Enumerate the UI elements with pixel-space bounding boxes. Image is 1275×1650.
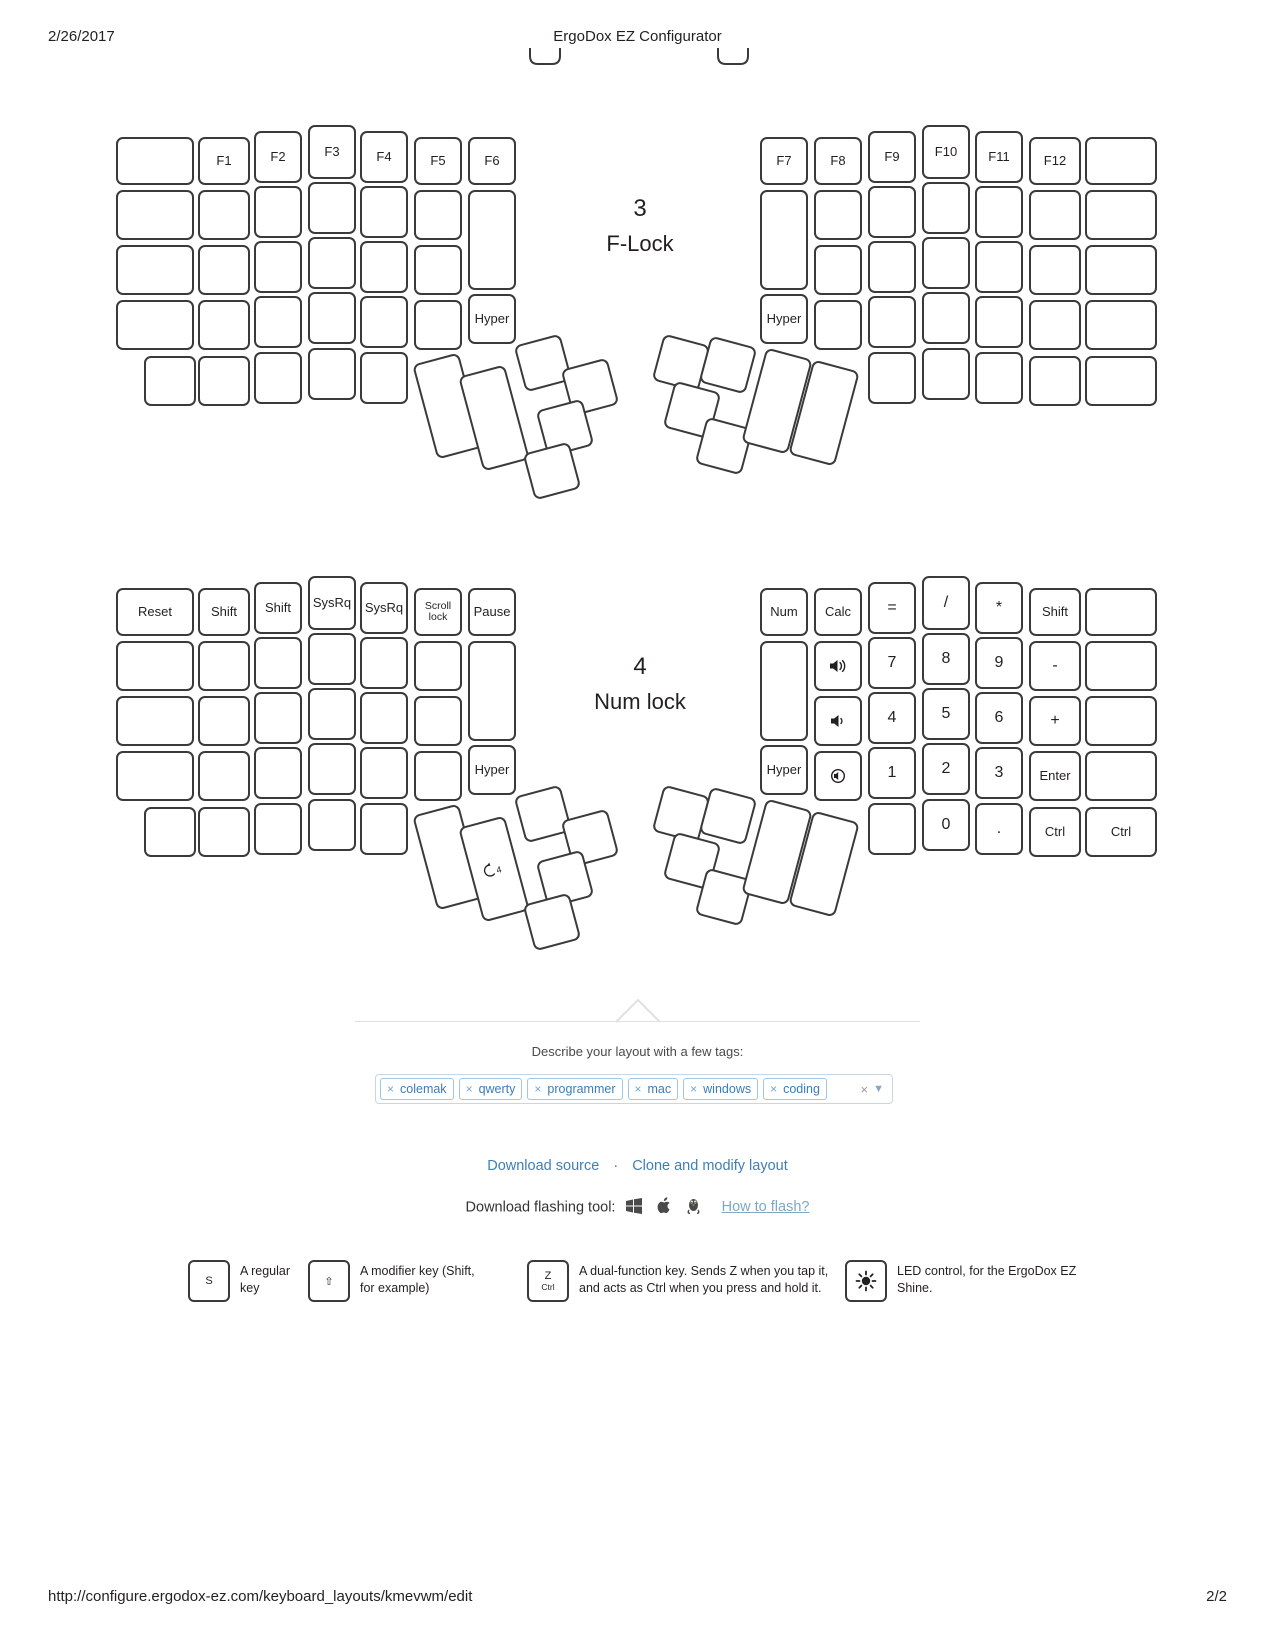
tag-remove-icon[interactable]: ×: [770, 1082, 778, 1096]
key-volume-down-icon[interactable]: [814, 696, 862, 746]
key-blank[interactable]: [414, 751, 462, 801]
apple-icon[interactable]: [657, 1197, 672, 1218]
key-f9[interactable]: F9: [868, 131, 916, 183]
key-f8[interactable]: F8: [814, 137, 862, 185]
key-8[interactable]: 8: [922, 633, 970, 685]
key-f2[interactable]: F2: [254, 131, 302, 183]
layer-3-number: 3: [633, 195, 647, 222]
key-3[interactable]: 3: [975, 747, 1023, 799]
key-2[interactable]: 2: [922, 743, 970, 795]
svg-text:4: 4: [495, 864, 503, 876]
layer-4-title: [520, 648, 760, 719]
tag-remove-icon[interactable]: ×: [690, 1082, 698, 1096]
key-[interactable]: +: [1029, 696, 1081, 746]
tag-label: colemak: [400, 1082, 447, 1096]
tag-label: mac: [647, 1082, 672, 1096]
tag-label: coding: [783, 1082, 820, 1096]
tag-colemak[interactable]: [380, 1078, 454, 1100]
tag-mac[interactable]: [628, 1078, 679, 1100]
key-sysrq[interactable]: SysRq: [308, 576, 356, 630]
legend-key-modifier-label: ⇧: [324, 1275, 334, 1288]
how-to-flash-link[interactable]: How to flash?: [721, 1199, 810, 1216]
key-5[interactable]: 5: [922, 688, 970, 740]
key-blank[interactable]: [1085, 751, 1157, 801]
legend-text-led: LED control, for the ErgoDox EZ Shine.: [897, 1264, 1077, 1295]
flashing-tool-row: [0, 1197, 1275, 1218]
legend-key-led: [845, 1260, 887, 1302]
key-[interactable]: *: [975, 582, 1023, 634]
tag-coding[interactable]: [763, 1078, 827, 1100]
legend-key-modifier: [308, 1260, 350, 1302]
key-f3[interactable]: F3: [308, 125, 356, 179]
key-blank[interactable]: [699, 787, 758, 846]
key-blank[interactable]: [414, 696, 462, 746]
legend-item-led-control: [845, 1260, 1087, 1302]
key-blank[interactable]: [116, 696, 194, 746]
key-blank[interactable]: [760, 641, 808, 741]
key-[interactable]: /: [922, 576, 970, 630]
key-volume-up-icon[interactable]: [814, 641, 862, 691]
key-blank[interactable]: [1085, 696, 1157, 746]
key-f5[interactable]: F5: [414, 137, 462, 185]
layer-3-name: F-Lock: [606, 231, 674, 257]
key-mute-icon[interactable]: [814, 751, 862, 801]
key-scroll-lock[interactable]: Scroll lock: [414, 588, 462, 636]
key-7[interactable]: 7: [868, 637, 916, 689]
key-sysrq[interactable]: SysRq: [360, 582, 408, 634]
key-f1[interactable]: F1: [198, 137, 250, 185]
key-shift[interactable]: Shift: [254, 582, 302, 634]
key-ctrl[interactable]: Ctrl: [1029, 807, 1081, 857]
key-num[interactable]: Num: [760, 588, 808, 636]
tag-label: programmer: [547, 1082, 616, 1096]
legend-key-regular: [188, 1260, 230, 1302]
key-shift[interactable]: Shift: [198, 588, 250, 636]
page-number: 2/2: [1206, 1588, 1227, 1605]
legend-key-dual-label: Z: [544, 1270, 552, 1282]
key-hyper[interactable]: Hyper: [760, 294, 808, 344]
key-hyper[interactable]: Hyper: [468, 294, 516, 344]
key-blank[interactable]: [1085, 641, 1157, 691]
tags-input[interactable]: [375, 1074, 893, 1104]
legend-key-dual: [527, 1260, 569, 1302]
collapse-arrow-icon: [615, 997, 661, 1023]
key-blank[interactable]: [308, 743, 356, 795]
key-[interactable]: =: [868, 582, 916, 634]
legend-item-dual-function-key: [527, 1260, 829, 1302]
link-separator: ·: [613, 1158, 619, 1174]
led-icon: [855, 1270, 877, 1292]
key-blank[interactable]: [254, 692, 302, 744]
key-blank[interactable]: [360, 637, 408, 689]
key-f4[interactable]: F4: [360, 131, 408, 183]
legend-text-regular: A regular key: [240, 1264, 291, 1295]
tag-remove-icon[interactable]: ×: [387, 1082, 395, 1096]
tags-caption: Describe your layout with a few tags:: [531, 1044, 744, 1059]
key-blank[interactable]: [198, 751, 250, 801]
actions-row: [0, 1158, 1275, 1174]
legend-key-regular-label: S: [205, 1275, 213, 1287]
key-blank[interactable]: [360, 803, 408, 855]
clone-modify-link[interactable]: Clone and modify layout: [632, 1158, 788, 1174]
tag-remove-icon[interactable]: ×: [634, 1082, 642, 1096]
key-blank[interactable]: [360, 747, 408, 799]
legend-text-modifier: A modifier key (Shift, for example): [360, 1264, 475, 1295]
tag-remove-icon[interactable]: ×: [465, 1082, 473, 1096]
key-6[interactable]: 6: [975, 692, 1023, 744]
tag-qwerty[interactable]: [459, 1078, 523, 1100]
key-[interactable]: -: [1029, 641, 1081, 691]
tag-remove-icon[interactable]: ×: [534, 1082, 542, 1096]
print-date: 2/26/2017: [48, 28, 115, 45]
key-1[interactable]: 1: [868, 747, 916, 799]
key-blank[interactable]: [360, 692, 408, 744]
legend-key-dual-sublabel: Ctrl: [541, 1282, 555, 1292]
tag-label: qwerty: [478, 1082, 516, 1096]
flashing-tool-label: Download flashing tool:: [465, 1199, 616, 1216]
tag-programmer[interactable]: [527, 1078, 622, 1100]
key-enter[interactable]: Enter: [1029, 751, 1081, 801]
key-ctrl[interactable]: Ctrl: [1085, 807, 1157, 857]
key-hyper[interactable]: Hyper: [468, 745, 516, 795]
page-footer: [0, 1588, 1275, 1608]
key-blank[interactable]: [254, 747, 302, 799]
key-f7[interactable]: F7: [760, 137, 808, 185]
key-blank[interactable]: [116, 641, 194, 691]
key-f11[interactable]: F11: [975, 131, 1023, 183]
key-blank[interactable]: [144, 807, 196, 857]
key-4[interactable]: 4: [868, 692, 916, 744]
key-[interactable]: .: [975, 803, 1023, 855]
key-f12[interactable]: F12: [1029, 137, 1081, 185]
key-reset[interactable]: Reset: [116, 588, 194, 636]
key-blank[interactable]: [198, 807, 250, 857]
key-f10[interactable]: F10: [922, 125, 970, 179]
download-source-link[interactable]: Download source: [487, 1158, 600, 1174]
legend-item-modifier-key: [308, 1260, 490, 1302]
key-blank[interactable]: [308, 799, 356, 851]
windows-icon[interactable]: [625, 1198, 643, 1218]
legend-text-dual: A dual-function key. Sends Z when you tap it, and acts as Ctrl when you press and hold it.: [579, 1264, 829, 1295]
tag-label: windows: [703, 1082, 752, 1096]
legend: [0, 1260, 1275, 1330]
page-title: ErgoDox EZ Configurator: [553, 28, 722, 45]
chevron-down-icon[interactable]: ▼: [873, 1083, 884, 1095]
page-url: http://configure.ergodox-ez.com/keyboard_layouts/kmevwm/edit: [48, 1588, 473, 1605]
tags-clear-button[interactable]: ×: [860, 1081, 869, 1097]
key-9[interactable]: 9: [975, 637, 1023, 689]
key-blank[interactable]: [414, 641, 462, 691]
key-0[interactable]: 0: [922, 799, 970, 851]
tag-windows[interactable]: [683, 1078, 758, 1100]
key-blank[interactable]: [254, 803, 302, 855]
layer-4-name: Num lock: [594, 689, 686, 715]
key-blank[interactable]: [1085, 588, 1157, 636]
key-blank[interactable]: [468, 641, 516, 741]
legend-item-regular-key: [188, 1260, 312, 1302]
key-blank[interactable]: [868, 803, 916, 855]
linux-icon[interactable]: [686, 1197, 701, 1218]
key-layer-toggle-4[interactable]: [458, 815, 530, 922]
key-blank[interactable]: [254, 637, 302, 689]
key-calc[interactable]: Calc: [814, 588, 862, 636]
key-hyper[interactable]: Hyper: [760, 745, 808, 795]
key-blank[interactable]: [308, 633, 356, 685]
key-blank[interactable]: [308, 688, 356, 740]
key-blank[interactable]: [198, 641, 250, 691]
key-pause[interactable]: Pause: [468, 588, 516, 636]
key-blank[interactable]: [116, 751, 194, 801]
key-f6[interactable]: F6: [468, 137, 516, 185]
key-shift[interactable]: Shift: [1029, 588, 1081, 636]
layer-4-number: 4: [633, 653, 647, 680]
key-blank[interactable]: [198, 696, 250, 746]
